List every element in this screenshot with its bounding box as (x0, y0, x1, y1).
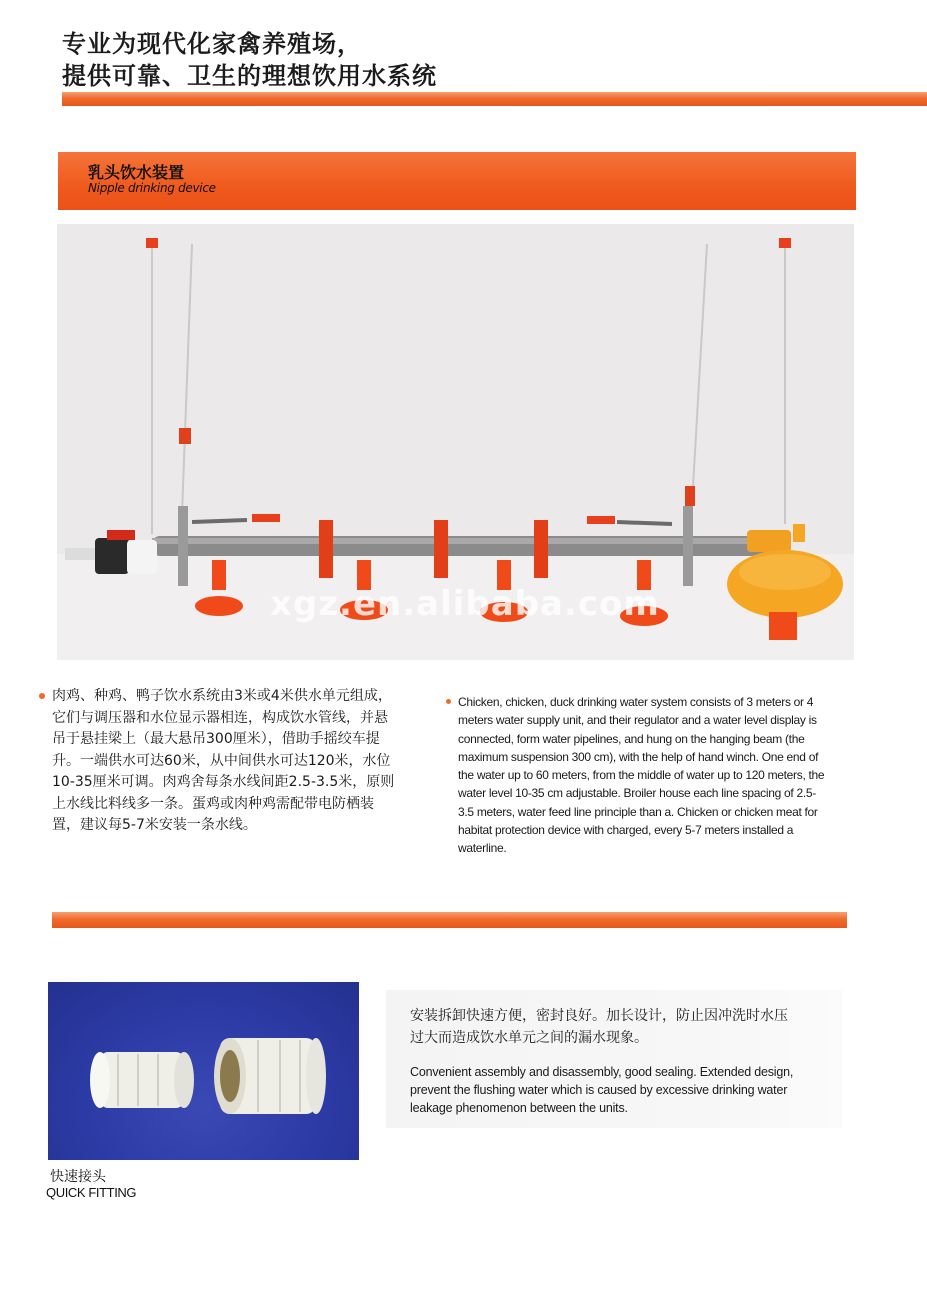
bullet-dot (446, 699, 451, 704)
page-title-line-1: 专业为现代化家禽养殖场， (62, 30, 362, 58)
page-title-line-2: 提供可靠、卫生的理想饮用水系统 (62, 62, 437, 90)
body-en-line: meters water supply unit, and their regulator and a water level display is (458, 713, 817, 728)
fitting-right (214, 1038, 326, 1114)
body-en-line: maximum suspension 300 cm), with the help of hand winch. One end of (458, 749, 819, 764)
nipple-drinker-photo (57, 224, 854, 660)
body-en-line: 3.5 meters, water feed line principle than a. Chicken or chicken meat for (458, 804, 818, 819)
body-en-line: waterline. (458, 841, 507, 856)
description-cn (50, 686, 420, 837)
body-en-line: habitat protection device with charged, every 5-7 meters installed a (458, 823, 794, 838)
body-cn-line: 它们与调压器和水位显示器相连，构成饮水管线，并悬 (52, 709, 388, 726)
fitting-left (90, 1052, 194, 1108)
rope-cap-left (146, 238, 158, 248)
description-en (458, 693, 850, 858)
body-cn-line: 10-35厘米可调。肉鸡舍每条水线间距2.5-3.5米，原则 (52, 774, 395, 790)
fitting-description-cn (410, 1005, 830, 1049)
body-cn-line: 升。一端供水可达60米，从中间供水可达120米，水位 (52, 752, 391, 769)
desc-en-line: Convenient assembly and disassembly, good sealing. Extended design, (410, 1065, 794, 1079)
body-cn-line: 置，建议每5-7米安装一条水线。 (52, 817, 257, 833)
bullet-dot (39, 693, 45, 699)
top-divider-bar (62, 92, 927, 106)
desc-en-line: prevent the flushing water which is caused by excessive drinking water (410, 1083, 788, 1097)
rope-cap-right (779, 238, 791, 248)
body-en-line: Chicken, chicken, duck drinking water system consists of 3 meters or 4 (458, 695, 814, 709)
watermark-text: xgz.en.alibaba.com (270, 584, 660, 624)
body-cn-line: 上水线比料线多一条。蛋鸡或肉种鸡需配带电防栖装 (52, 795, 374, 812)
section-title-en: Nipple drinking device (88, 181, 216, 195)
body-en-line: connected, form water pipelines, and hung on the hanging beam (the (458, 731, 805, 746)
middle-divider-bar (52, 912, 847, 928)
quick-fitting-label-cn: 快速接头 (50, 1169, 106, 1185)
body-en-line: water level 10-35 cm adjustable. Broiler house each line spacing of 2.5- (458, 786, 816, 801)
desc-cn-line: 安装拆卸快速方便，密封良好。加长设计，防止因冲洗时水压 (410, 1008, 788, 1024)
body-en-line: the water up to 60 meters, from the middle of water up to 120 meters, the (458, 768, 825, 783)
section-title-cn: 乳头饮水装置 (88, 163, 185, 182)
fitting-description-en (410, 1063, 825, 1117)
rope-clip-right (685, 486, 695, 506)
body-cn-line: 肉鸡、种鸡、鸭子饮水系统由3米或4米供水单元组成， (52, 688, 392, 704)
rope-clip (179, 428, 191, 444)
body-cn-line: 吊于悬挂梁上（最大悬吊300厘米），借助手摇绞车提 (52, 731, 380, 747)
quick-fitting-illustration (48, 982, 359, 1160)
quick-fitting-label-en: QUICK FITTING (46, 1185, 137, 1200)
desc-cn-line: 过大而造成饮水单元之间的漏水现象。 (410, 1030, 648, 1046)
desc-en-line: leakage phenomenon between the units. (410, 1101, 628, 1115)
quick-fitting-photo (48, 982, 359, 1160)
